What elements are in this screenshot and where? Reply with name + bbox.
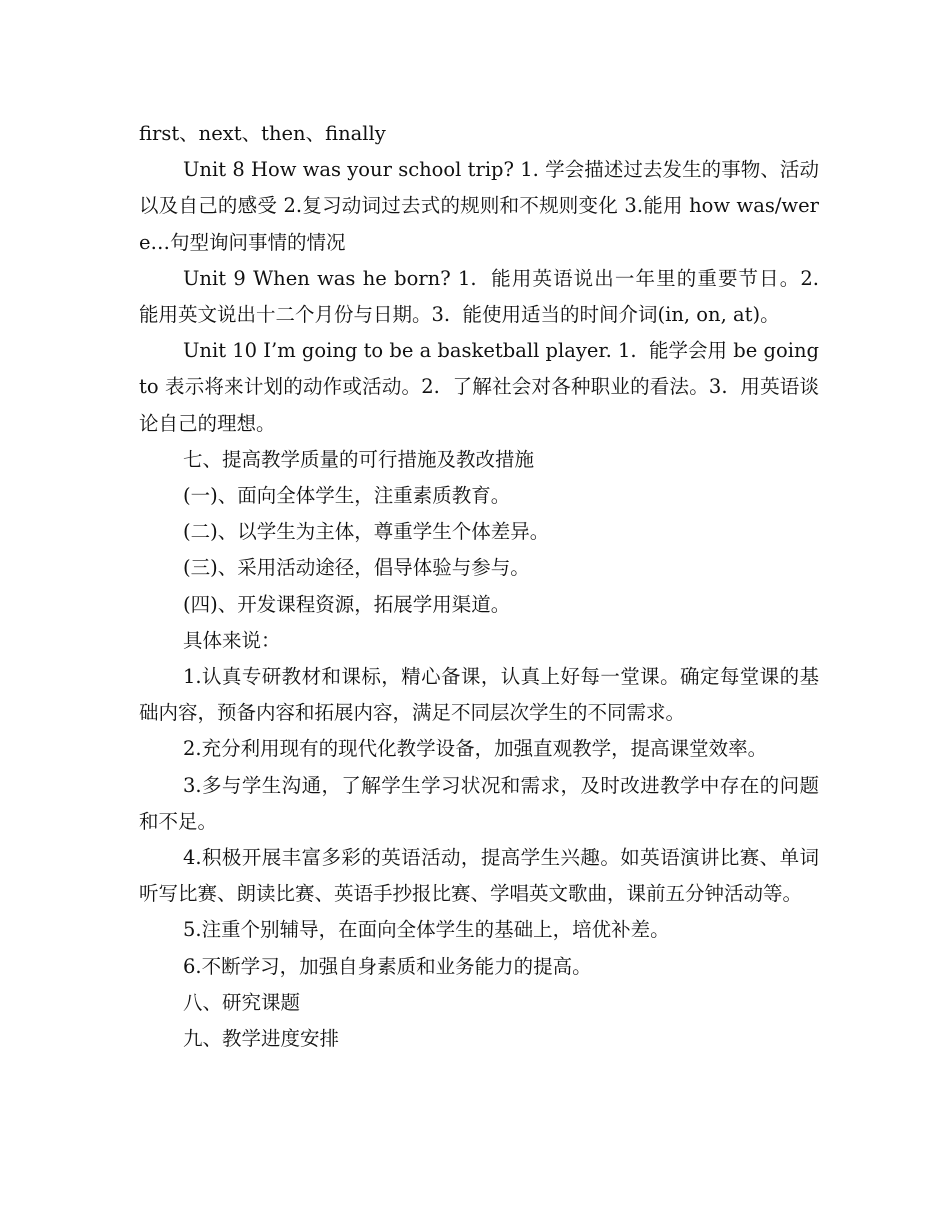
paragraph-unit-8: Unit 8 How was your school trip? 1. 学会描述过去发生的事物、活动以及自己的感受 2.复习动词过去式的规则和不规则变化 3.能用 how was/were…句型询问事情的情况 <box>139 158 819 254</box>
measure-item-2: (二)、以学生为主体，尊重学生个体差异。 <box>183 520 550 544</box>
measure-item-4: (四)、开发课程资源，拓展学用渠道。 <box>183 592 511 616</box>
section-heading-7: 七、提高教学质量的可行措施及教改措施 <box>183 447 535 471</box>
paragraph-sequence-words: first、next、then、finally <box>139 122 386 145</box>
specific-point-4: 4.积极开展丰富多彩的英语活动，提高学生兴趣。如英语演讲比赛、单词听写比赛、朗读比赛、英语手抄报比赛、学唱英文歌曲，课前五分钟活动等。 <box>139 846 819 906</box>
specific-point-3: 3.多与学生沟通，了解学生学习状况和需求，及时改进教学中存在的问题和不足。 <box>139 773 819 833</box>
specific-point-6: 6.不断学习，加强自身素质和业务能力的提高。 <box>183 954 592 978</box>
specific-point-1: 1.认真专研教材和课标，精心备课，认真上好每一堂课。确定每堂课的基础内容，预备内容和拓展内容，满足不同层次学生的不同需求。 <box>139 665 819 725</box>
specific-point-5: 5.注重个别辅导，在面向全体学生的基础上，培优补差。 <box>183 918 670 942</box>
measure-item-3: (三)、采用活动途径，倡导体验与参与。 <box>183 556 530 580</box>
section-heading-9: 九、教学进度安排 <box>183 1027 340 1051</box>
paragraph-unit-9: Unit 9 When was he born? 1. 能用英语说出一年里的重要节日。2. 能用英文说出十二个月份与日期。3. 能使用适当的时间介词(in, on, at)。 <box>139 266 832 327</box>
measure-item-1: (一)、面向全体学生，注重素质教育。 <box>183 484 511 508</box>
document-body <box>139 116 832 1057</box>
specifics-label: 具体来说： <box>183 628 281 652</box>
section-heading-8: 八、研究课题 <box>183 990 301 1014</box>
specific-point-2: 2.充分利用现有的现代化教学设备，加强直观教学，提高课堂效率。 <box>183 737 768 761</box>
paragraph-unit-10: Unit 10 I’m going to be a basketball player. 1. 能学会用 be going to 表示将来计划的动作或活动。2. 了解社会对各种职业的看法。3. 用英语谈论自己的理想。 <box>139 339 826 435</box>
